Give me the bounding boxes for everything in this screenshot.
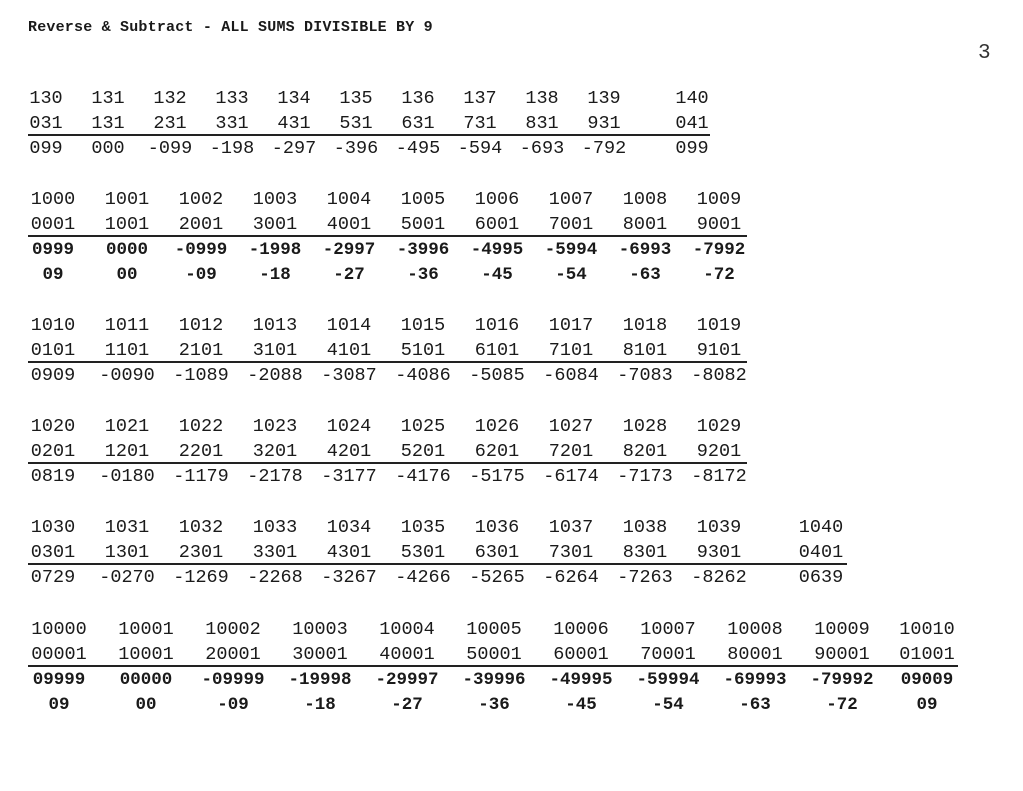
number-cell: 1003 (252, 189, 298, 210)
number-cell: 6301 (474, 542, 520, 563)
number-cell: -6264 (543, 567, 599, 588)
number-cell: -29997 (375, 670, 439, 690)
number-cell: 1101 (104, 340, 150, 361)
number-cell: -4266 (395, 567, 451, 588)
number-cell: 10002 (205, 619, 261, 640)
number-cell: 1008 (622, 189, 668, 210)
number-cell: -3996 (396, 240, 450, 260)
number-cell: 1029 (696, 416, 742, 437)
number-cell: 5301 (400, 542, 446, 563)
number-cell: 80001 (727, 644, 783, 665)
number-cell: 1037 (548, 517, 594, 538)
number-cell: 3001 (252, 214, 298, 235)
number-cell: -4176 (395, 466, 451, 487)
number-cell: 10005 (466, 619, 522, 640)
number-cell: 1031 (104, 517, 150, 538)
number-cell: -7263 (617, 567, 673, 588)
page-title: Reverse & Subtract - ALL SUMS DIVISIBLE BY 9 (28, 19, 433, 36)
number-cell: 431 (277, 113, 311, 134)
subtraction-rule (28, 462, 747, 464)
number-cell: 0639 (798, 567, 844, 588)
number-cell: -1089 (173, 365, 229, 386)
number-cell: 00 (116, 265, 138, 285)
number-cell: 1014 (326, 315, 372, 336)
number-cell: 1030 (30, 517, 76, 538)
number-cell: 1301 (104, 542, 150, 563)
number-cell: -39996 (462, 670, 526, 690)
number-cell: -09999 (201, 670, 265, 690)
number-cell: 30001 (292, 644, 348, 665)
number-cell: 031 (29, 113, 63, 134)
number-cell: 136 (401, 88, 435, 109)
number-cell: 1038 (622, 517, 668, 538)
number-cell: 1017 (548, 315, 594, 336)
number-cell: 1006 (474, 189, 520, 210)
number-cell: 9201 (696, 441, 742, 462)
number-cell: -297 (271, 138, 317, 159)
number-cell: -6174 (543, 466, 599, 487)
subtraction-rule (28, 563, 847, 565)
number-cell: 10001 (118, 619, 174, 640)
number-cell: 8001 (622, 214, 668, 235)
number-cell: 137 (463, 88, 497, 109)
number-cell: -19998 (288, 670, 352, 690)
number-cell: -198 (209, 138, 255, 159)
number-cell: 10010 (899, 619, 955, 640)
number-cell: 6001 (474, 214, 520, 235)
number-cell: 531 (339, 113, 373, 134)
number-cell: -2088 (247, 365, 303, 386)
number-cell: 10009 (814, 619, 870, 640)
number-cell: 40001 (379, 644, 435, 665)
number-cell: 1201 (104, 441, 150, 462)
number-cell: -5085 (469, 365, 525, 386)
number-cell: 1011 (104, 315, 150, 336)
number-cell: 1016 (474, 315, 520, 336)
number-cell: -5265 (469, 567, 525, 588)
number-cell: 3301 (252, 542, 298, 563)
number-cell: 1001 (104, 189, 150, 210)
number-cell: 1005 (400, 189, 446, 210)
number-cell: 134 (277, 88, 311, 109)
number-cell: 1002 (178, 189, 224, 210)
number-cell: 5201 (400, 441, 446, 462)
number-cell: -3267 (321, 567, 377, 588)
number-cell: 60001 (553, 644, 609, 665)
number-cell: 5001 (400, 214, 446, 235)
number-cell: 731 (463, 113, 497, 134)
number-cell: 8201 (622, 441, 668, 462)
number-cell: -4086 (395, 365, 451, 386)
number-cell: 0000 (105, 240, 149, 260)
number-cell: 6101 (474, 340, 520, 361)
number-cell: 1015 (400, 315, 446, 336)
number-cell: 099 (675, 138, 709, 159)
number-cell: 10000 (31, 619, 87, 640)
number-cell: -18 (259, 265, 291, 285)
number-cell: -8262 (691, 567, 747, 588)
number-cell: 1023 (252, 416, 298, 437)
number-cell: 1032 (178, 517, 224, 538)
number-cell: 8301 (622, 542, 668, 563)
number-cell: 0819 (30, 466, 76, 487)
number-cell: 0909 (30, 365, 76, 386)
number-cell: 1025 (400, 416, 446, 437)
number-cell: 0001 (30, 214, 76, 235)
number-cell: 10003 (292, 619, 348, 640)
number-cell: 138 (525, 88, 559, 109)
number-cell: -0090 (99, 365, 155, 386)
number-cell: -099 (147, 138, 193, 159)
subtraction-rule (28, 235, 747, 237)
number-cell: 10008 (727, 619, 783, 640)
number-cell: 1004 (326, 189, 372, 210)
number-cell: 1034 (326, 517, 372, 538)
number-cell: 50001 (466, 644, 522, 665)
number-cell: 130 (29, 88, 63, 109)
number-cell: 09009 (900, 670, 954, 690)
number-cell: 2001 (178, 214, 224, 235)
number-cell: 132 (153, 88, 187, 109)
number-cell: 9101 (696, 340, 742, 361)
number-cell: 0101 (30, 340, 76, 361)
number-cell: 1007 (548, 189, 594, 210)
number-cell: -2997 (322, 240, 376, 260)
number-cell: 00 (135, 695, 157, 715)
number-cell: 3201 (252, 441, 298, 462)
number-cell: -63 (739, 695, 771, 715)
number-cell: -79992 (810, 670, 874, 690)
number-cell: -27 (333, 265, 365, 285)
number-cell: 1026 (474, 416, 520, 437)
number-cell: -45 (565, 695, 597, 715)
number-cell: 7001 (548, 214, 594, 235)
number-cell: 9301 (696, 542, 742, 563)
number-cell: -1269 (173, 567, 229, 588)
number-cell: 20001 (205, 644, 261, 665)
number-cell: 09999 (32, 670, 86, 690)
number-cell: 3101 (252, 340, 298, 361)
number-cell: 231 (153, 113, 187, 134)
number-cell: -5994 (544, 240, 598, 260)
number-cell: 09 (916, 695, 938, 715)
number-cell: 4101 (326, 340, 372, 361)
number-cell: 1035 (400, 517, 446, 538)
number-cell: -396 (333, 138, 379, 159)
number-cell: -5175 (469, 466, 525, 487)
number-cell: 1021 (104, 416, 150, 437)
number-cell: -6084 (543, 365, 599, 386)
number-cell: 139 (587, 88, 621, 109)
number-cell: 7301 (548, 542, 594, 563)
number-cell: 00001 (31, 644, 87, 665)
number-cell: -4995 (470, 240, 524, 260)
number-cell: 1020 (30, 416, 76, 437)
number-cell: 1033 (252, 517, 298, 538)
number-cell: -3177 (321, 466, 377, 487)
number-cell: 0729 (30, 567, 76, 588)
number-cell: -18 (304, 695, 336, 715)
number-cell: 10006 (553, 619, 609, 640)
number-cell: -0999 (174, 240, 228, 260)
number-cell: -6993 (618, 240, 672, 260)
number-cell: -7992 (692, 240, 746, 260)
number-cell: 1013 (252, 315, 298, 336)
number-cell: 631 (401, 113, 435, 134)
number-cell: 099 (29, 138, 63, 159)
number-cell: 1000 (30, 189, 76, 210)
number-cell: 1019 (696, 315, 742, 336)
number-cell: 8101 (622, 340, 668, 361)
number-cell: 000 (91, 138, 125, 159)
number-cell: 1036 (474, 517, 520, 538)
number-cell: 7201 (548, 441, 594, 462)
number-cell: 0301 (30, 542, 76, 563)
number-cell: -2268 (247, 567, 303, 588)
number-cell: 1009 (696, 189, 742, 210)
number-cell: -495 (395, 138, 441, 159)
number-cell: 2301 (178, 542, 224, 563)
number-cell: 1012 (178, 315, 224, 336)
subtraction-rule (28, 665, 958, 667)
number-cell: -09 (217, 695, 249, 715)
number-cell: 0201 (30, 441, 76, 462)
number-cell: 1024 (326, 416, 372, 437)
number-cell: 0401 (798, 542, 844, 563)
subtraction-rule (28, 134, 710, 136)
number-cell: -63 (629, 265, 661, 285)
number-cell: 6201 (474, 441, 520, 462)
number-cell: 70001 (640, 644, 696, 665)
number-cell: 135 (339, 88, 373, 109)
page-number: 3 (978, 42, 991, 65)
number-cell: -54 (652, 695, 684, 715)
number-cell: 01001 (899, 644, 955, 665)
number-cell: 131 (91, 88, 125, 109)
number-cell: -27 (391, 695, 423, 715)
number-cell: -1179 (173, 466, 229, 487)
number-cell: -0270 (99, 567, 155, 588)
number-cell: 1001 (104, 214, 150, 235)
number-cell: 09 (48, 695, 70, 715)
number-cell: 9001 (696, 214, 742, 235)
number-cell: 1018 (622, 315, 668, 336)
number-cell: -09 (185, 265, 217, 285)
number-cell: 10004 (379, 619, 435, 640)
number-cell: 90001 (814, 644, 870, 665)
number-cell: -36 (407, 265, 439, 285)
number-cell: -693 (519, 138, 565, 159)
number-cell: -49995 (549, 670, 613, 690)
number-cell: -72 (826, 695, 858, 715)
number-cell: 2201 (178, 441, 224, 462)
number-cell: 331 (215, 113, 249, 134)
number-cell: 09 (42, 265, 64, 285)
number-cell: 1040 (798, 517, 844, 538)
number-cell: 140 (675, 88, 709, 109)
number-cell: -8082 (691, 365, 747, 386)
number-cell: -594 (457, 138, 503, 159)
number-cell: -45 (481, 265, 513, 285)
number-cell: 041 (675, 113, 709, 134)
number-cell: 10007 (640, 619, 696, 640)
number-cell: -792 (581, 138, 627, 159)
number-cell: -8172 (691, 466, 747, 487)
number-cell: 931 (587, 113, 621, 134)
number-cell: 831 (525, 113, 559, 134)
number-cell: 133 (215, 88, 249, 109)
number-cell: 0999 (31, 240, 75, 260)
number-cell: -7083 (617, 365, 673, 386)
number-cell: 1039 (696, 517, 742, 538)
number-cell: -7173 (617, 466, 673, 487)
number-cell: 1028 (622, 416, 668, 437)
number-cell: 10001 (118, 644, 174, 665)
number-cell: -36 (478, 695, 510, 715)
number-cell: -59994 (636, 670, 700, 690)
number-cell: 4301 (326, 542, 372, 563)
number-cell: 4001 (326, 214, 372, 235)
number-cell: -0180 (99, 466, 155, 487)
number-cell: -69993 (723, 670, 787, 690)
number-cell: 5101 (400, 340, 446, 361)
number-cell: -2178 (247, 466, 303, 487)
number-cell: 00000 (119, 670, 173, 690)
number-cell: -1998 (248, 240, 302, 260)
number-cell: 7101 (548, 340, 594, 361)
number-cell: -54 (555, 265, 587, 285)
number-cell: 2101 (178, 340, 224, 361)
number-cell: 4201 (326, 441, 372, 462)
subtraction-rule (28, 361, 747, 363)
number-cell: 1022 (178, 416, 224, 437)
number-cell: -72 (703, 265, 735, 285)
number-cell: -3087 (321, 365, 377, 386)
number-cell: 131 (91, 113, 125, 134)
number-cell: 1027 (548, 416, 594, 437)
number-cell: 1010 (30, 315, 76, 336)
